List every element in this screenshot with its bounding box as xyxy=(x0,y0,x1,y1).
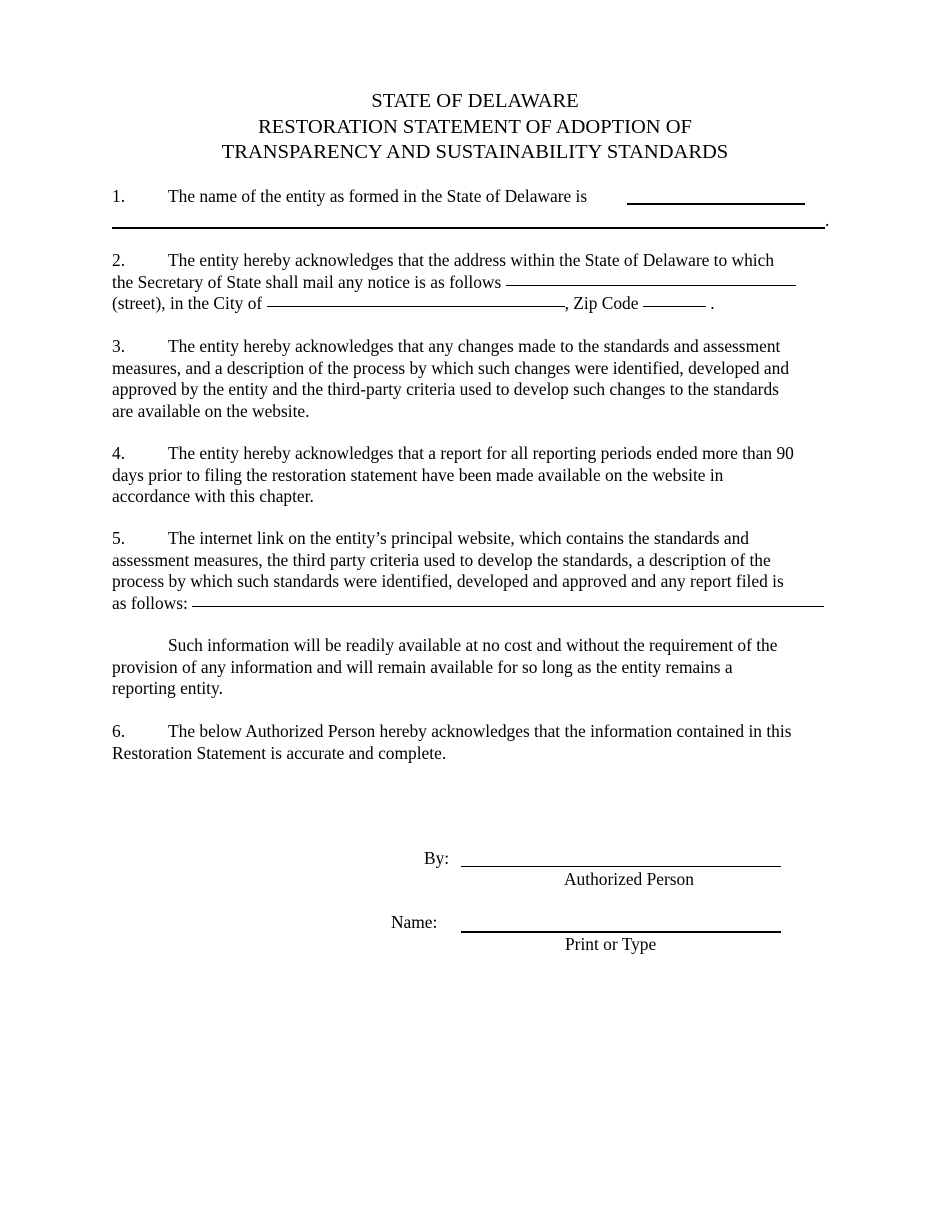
item-6-line-1: The below Authorized Person hereby acknowledges that the information contained in this xyxy=(168,721,792,741)
website-link-field[interactable] xyxy=(192,606,824,607)
item-4-line-2: days prior to filing the restoration statement have been made available on the website in xyxy=(112,464,724,485)
item-2-text-e: . xyxy=(710,293,715,313)
document-title xyxy=(0,89,950,166)
item-5-line-4: as follows: xyxy=(112,592,188,613)
item-4-line-1: The entity hereby acknowledges that a report for all reporting periods ended more than 90 xyxy=(168,443,794,463)
item-4 xyxy=(112,443,840,508)
item-2-text-d: , Zip Code xyxy=(564,293,639,313)
info-line-1: Such information will be readily available at no cost and without the requirement of the xyxy=(168,635,778,655)
item-1-end: . xyxy=(825,210,830,230)
title-line-1: STATE OF DELAWARE xyxy=(371,90,579,112)
info-line-3: reporting entity. xyxy=(112,678,223,698)
item-6-number: 6. xyxy=(112,721,126,741)
authorized-person-caption: Authorized Person xyxy=(564,869,694,889)
item-6-line-2: Restoration Statement is accurate and complete. xyxy=(112,742,447,763)
item-3-number: 3. xyxy=(112,336,126,356)
item-2-text-a: The entity hereby acknowledges that the address within the State of Delaware to which xyxy=(168,250,775,270)
item-5-number: 5. xyxy=(112,528,126,548)
item-6 xyxy=(112,721,840,764)
item-4-line-3: accordance with this chapter. xyxy=(112,486,314,506)
title-line-2: RESTORATION STATEMENT OF ADOPTION OF xyxy=(258,115,692,138)
item-2 xyxy=(112,250,840,315)
item-3-line-2: measures, and a description of the process by which such changes were identified, developed and xyxy=(112,357,790,378)
entity-name-field-1[interactable] xyxy=(627,203,805,205)
item-3-line-3: approved by the entity and the third-party criteria used to develop such changes to the standards xyxy=(112,379,779,399)
info-line-2: provision of any information and will remain available for so long as the entity remains a xyxy=(112,656,733,677)
item-2-text-c: (street), in the City of xyxy=(112,293,263,313)
signature-field[interactable] xyxy=(461,866,781,867)
item-5-line-2: assessment measures, the third party criteria used to develop the standards, a description of the xyxy=(112,549,771,570)
item-3-line-4: are available on the website. xyxy=(112,400,310,421)
item-1-number: 1. xyxy=(112,186,126,206)
item-2-number: 2. xyxy=(112,250,126,270)
print-or-type-caption: Print or Type xyxy=(565,934,657,954)
info-paragraph xyxy=(112,635,840,700)
item-4-number: 4. xyxy=(112,443,126,463)
item-3-line-1: The entity hereby acknowledges that any changes made to the standards and assessment xyxy=(168,336,781,356)
item-5-line-3: process by which such standards were identified, developed and approved and any report filed is xyxy=(112,571,784,591)
by-label: By: xyxy=(424,848,450,868)
item-5-line-1: The internet link on the entity’s principal website, which contains the standards and xyxy=(168,528,749,548)
item-3 xyxy=(112,336,840,422)
zip-code-field[interactable] xyxy=(643,306,706,307)
entity-name-field-2[interactable] xyxy=(112,227,825,229)
city-field[interactable] xyxy=(267,306,565,307)
item-5 xyxy=(112,528,840,614)
item-1-text: The name of the entity as formed in the State of Delaware is xyxy=(168,186,588,206)
name-label: Name: xyxy=(391,912,438,932)
street-address-field[interactable] xyxy=(506,285,796,286)
title-line-3: TRANSPARENCY AND SUSTAINABILITY STANDARDS xyxy=(221,141,729,163)
name-field[interactable] xyxy=(461,931,781,933)
item-2-text-b: the Secretary of State shall mail any notice is as follows xyxy=(112,271,502,292)
